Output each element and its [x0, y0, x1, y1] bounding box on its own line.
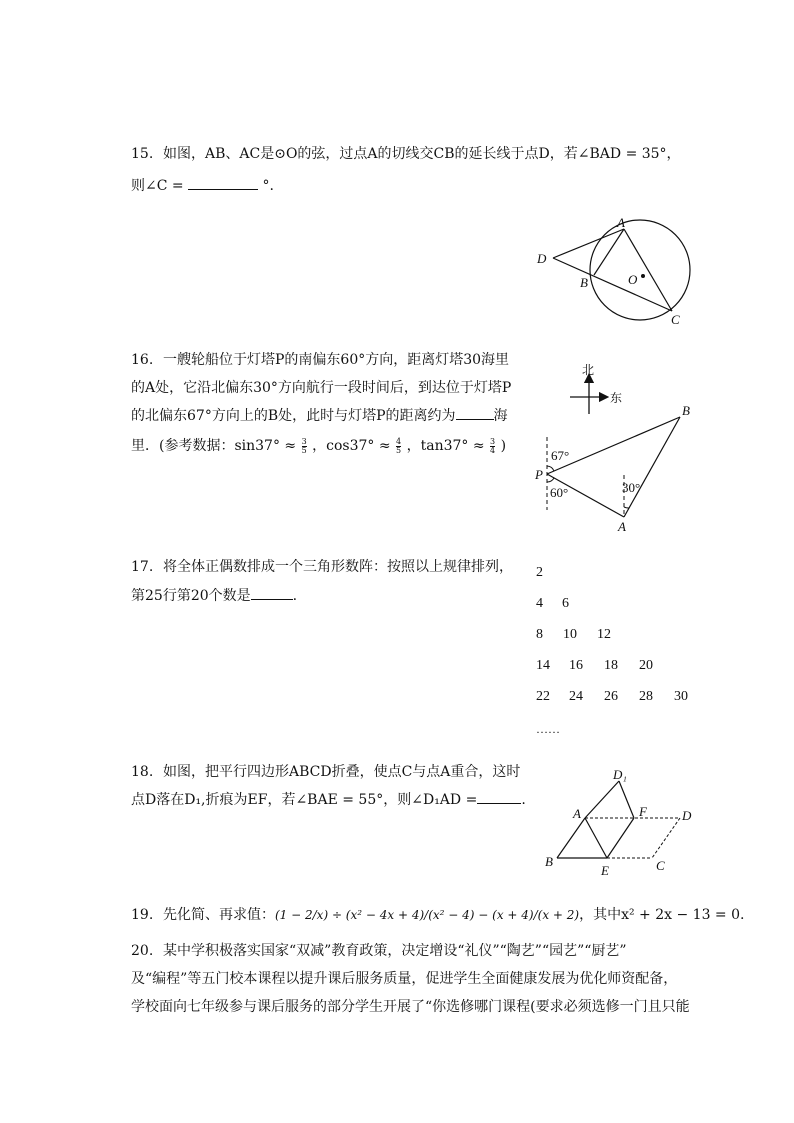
q18-figure	[540, 765, 710, 880]
triangle-cell: 30	[674, 689, 688, 704]
q16-number: 16.	[131, 352, 154, 368]
triangle-cell: 6	[562, 596, 569, 611]
q15-segment-AC	[624, 229, 672, 311]
q16-line3	[131, 406, 508, 426]
q17-line1: 将全体正偶数排成一个三角形数阵：按照以上规律排列，	[163, 559, 513, 575]
q16-label-B: B	[682, 403, 690, 418]
q18-segment-AE	[585, 818, 607, 858]
q18-dashed-DC	[652, 818, 680, 858]
triangle-ellipsis: ……	[536, 722, 560, 736]
triangle-cell: 14	[536, 658, 550, 673]
q15-line2-post: °.	[262, 178, 274, 194]
q15-label-B: B	[580, 275, 588, 290]
q18-label-E: E	[601, 863, 609, 878]
q18-line1: 如图，把平行四边形ABCD折叠，使点C与点A重合，这时	[163, 764, 521, 780]
q16-line4-pre: 里．(参考数据：sin37° ≈	[131, 438, 297, 454]
q15-answer-blank[interactable]	[188, 177, 258, 190]
q19-line	[163, 905, 744, 925]
q16-segment-AB	[624, 417, 680, 517]
triangle-cell: 22	[536, 689, 550, 704]
q16-label-P: P	[535, 467, 543, 482]
q18-segment-BA	[557, 818, 585, 858]
q18-line2	[131, 790, 526, 810]
q15-label-D: D	[537, 251, 547, 266]
q17-line2	[131, 586, 297, 606]
q17-answer-blank[interactable]	[251, 587, 293, 600]
q19-expression: (1 − 2/x) ÷ (x² − 4x + 4)/(x² − 4) − (x + 4)/(x + 2)	[275, 908, 580, 922]
q16-fraction-tan: $\frac{3}{4}$	[490, 436, 496, 455]
q15-circle	[590, 220, 690, 320]
q15-line2	[131, 176, 274, 196]
triangle-cell: 16	[569, 658, 583, 673]
q19-number: 19.	[131, 907, 154, 923]
triangle-cell: 12	[597, 627, 611, 642]
q19-prefix: 先化简、再求值：	[163, 907, 275, 923]
compass-east-label: 东	[610, 391, 623, 405]
q15-center-dot	[641, 274, 645, 278]
q17-number: 17.	[131, 559, 154, 575]
triangle-cell: 24	[569, 689, 583, 704]
q18-line2-post: .	[521, 792, 526, 808]
q16-label-67: 67°	[551, 448, 570, 463]
q18-label-D: D	[682, 808, 692, 823]
q16-line4	[131, 436, 506, 456]
q16-fraction-cos: $\frac{4}{5}$	[396, 436, 402, 455]
q17-line2-pre: 第25行第20个数是	[131, 588, 251, 604]
q16-label-A: A	[618, 519, 626, 534]
q15-label-C: C	[671, 312, 680, 327]
q16-line3-post: 海	[493, 408, 508, 424]
q18-label-B: B	[545, 854, 553, 869]
q16-label-60: 60°	[550, 485, 569, 500]
q16-answer-blank[interactable]	[456, 407, 494, 420]
q16-figure	[530, 355, 710, 535]
q18-segment-D1F	[619, 781, 634, 818]
q15-line2-pre: 则∠C =	[131, 178, 184, 194]
q15-label-O: O	[628, 272, 638, 287]
q16-line2: 的A处，它沿北偏东30°方向航行一段时间后，到达位于灯塔P	[131, 380, 512, 396]
q18-segment-EF	[607, 818, 634, 858]
q16-mid1: ，cos37° ≈	[312, 438, 391, 454]
triangle-cell: 28	[639, 689, 653, 704]
q16-arc-60	[547, 478, 554, 482]
q16-label-30: 30°	[622, 480, 641, 495]
q16-line3-pre: 的北偏东67°方向上的B处，此时与灯塔P的距离约为	[131, 408, 456, 424]
q18-label-F: F	[639, 804, 647, 819]
q17-line2-post: .	[292, 588, 298, 604]
q18-label-A: A	[573, 806, 581, 821]
q15-number: 15.	[131, 146, 154, 162]
triangle-cell: 2	[536, 565, 543, 580]
q18-label-C: C	[656, 858, 665, 873]
q16-segment-PB	[547, 417, 680, 474]
q18-segment-AD1	[585, 781, 619, 818]
q18-line2-pre: 点D落在D₁,折痕为EF，若∠BAE = 55°，则∠D₁AD =	[131, 792, 478, 808]
q20-number: 20.	[131, 943, 154, 959]
q20-line1: 某中学积极落实国家“双减”教育政策，决定增设“礼仪”“陶艺”“园艺”“厨艺”	[163, 943, 627, 959]
q19-condition: ，其中x² + 2x − 13 = 0.	[579, 907, 745, 923]
triangle-cell: 26	[604, 689, 618, 704]
q15-segment-AB	[594, 229, 624, 275]
q18-number: 18.	[131, 764, 154, 780]
compass-north-label: 北	[582, 363, 595, 377]
q15-line1: 如图，AB、AC是⊙O的弦，过点A的切线交CB的延长线于点D，若∠BAD = 35°，	[163, 146, 681, 162]
triangle-cell: 8	[536, 627, 543, 642]
q15-segment-DA	[553, 229, 624, 258]
q15-figure	[530, 210, 700, 330]
triangle-cell: 18	[604, 658, 618, 673]
q16-line4-post: )	[500, 438, 507, 454]
triangle-cell: 20	[639, 658, 653, 673]
q16-fraction-sin: $\frac{3}{5}$	[301, 436, 307, 455]
triangle-cell: 10	[563, 627, 577, 642]
triangle-cell: 4	[536, 596, 543, 611]
q15-label-A: A	[617, 215, 625, 230]
q16-line1: 一艘轮船位于灯塔P的南偏东60°方向，距离灯塔30海里	[163, 352, 510, 368]
q16-arc-67	[547, 466, 554, 471]
q20-line3: 学校面向七年级参与课后服务的部分学生开展了“你选修哪门课程(要求必须选修一门且只能	[131, 999, 690, 1015]
q18-answer-blank[interactable]	[477, 791, 521, 804]
q15-segment-DC	[553, 258, 672, 311]
q16-arc-30	[624, 507, 629, 508]
q20-line2: 及“编程”等五门校本课程以提升课后服务质量，促进学生全面健康发展为优化师资配备，	[131, 971, 678, 987]
q18-label-D1: D₁	[613, 767, 627, 782]
q16-mid2: ，tan37° ≈	[406, 438, 485, 454]
